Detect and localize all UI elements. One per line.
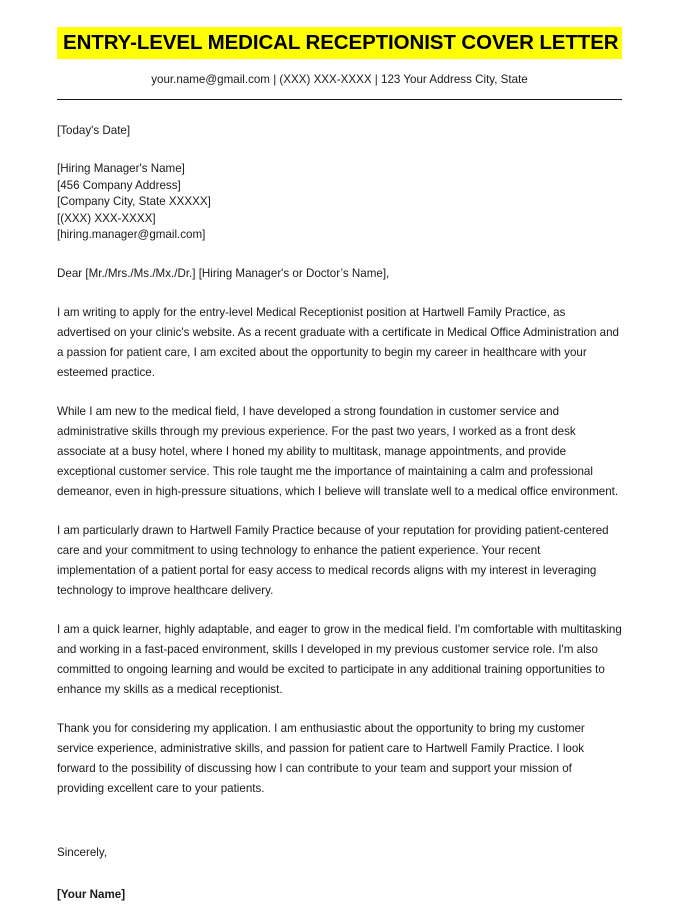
signature-block: [57, 843, 622, 905]
date-line: [Today's Date]: [57, 124, 131, 138]
letter-header: [57, 0, 622, 100]
applicant-contact-line: your.name@gmail.com | (XXX) XXX-XXXX | 123 Your Address City, State: [151, 73, 528, 87]
header-divider: [57, 99, 622, 100]
recipient-name: [Hiring Manager's Name]: [57, 162, 185, 176]
body-paragraph-2: While I am new to the medical field, I have developed a strong foundation in customer service and administrative skills through my previous experience. For the past two years, I worked as a front desk associate at a busy hotel, where I honed my ability to multitask, manage appointments, and provide exceptional customer service. This role taught me the importance of maintaining a calm and professional demeanor, even in high-pressure situations, which I believe will translate well to a medical office environment.: [57, 404, 619, 498]
recipient-email: [hiring.manager@gmail.com]: [57, 228, 206, 242]
body-paragraph-3: I am particularly drawn to Hartwell Family Practice because of your reputation for providing patient-centered care and your commitment to using technology to enhance the patient experience. Your recent implementation of a patient portal for easy access to medical records aligns with my interest in leveraging technology to improve healthcare delivery.: [57, 523, 609, 597]
signer-name: [Your Name]: [57, 887, 126, 901]
recipient-address-block: [57, 161, 622, 244]
recipient-phone: [(XXX) XXX-XXXX]: [57, 211, 156, 225]
salutation: Dear [Mr./Mrs./Ms./Mx./Dr.] [Hiring Manager's or Doctor’s Name],: [57, 266, 390, 280]
recipient-street: [456 Company Address]: [57, 178, 181, 192]
body-paragraph-5: Thank you for considering my application. I am enthusiastic about the opportunity to bring my customer service experience, administrative skills, and passion for patient care to Hartwell Family Practice. I look forward to the possibility of discussing how I can contribute to your team and support your mission of providing excellent care to your patients.: [57, 721, 585, 795]
letter-body: [57, 121, 622, 799]
page-title: ENTRY-LEVEL MEDICAL RECEPTIONIST COVER LETTER: [57, 27, 622, 59]
body-paragraph-4: I am a quick learner, highly adaptable, and eager to grow in the medical field. I'm comfortable with multitasking and working in a fast-paced environment, skills I developed in my previous customer service role. I'm also committed to ongoing learning and would be excited to participate in any additional training opportunities to enhance my skills as a medical receptionist.: [57, 622, 622, 696]
document-content: [57, 0, 622, 905]
recipient-city-state-zip: [Company City, State XXXXX]: [57, 195, 211, 209]
body-paragraph-1: I am writing to apply for the entry-level Medical Receptionist position at Hartwell Family Practice, as advertised on your clinic's website. As a recent graduate with a certificate in Medical Office Administration and a passion for patient care, I am excited about the opportunity to begin my career in healthcare with your esteemed practice.: [57, 305, 620, 379]
sign-off: Sincerely,: [57, 845, 108, 859]
